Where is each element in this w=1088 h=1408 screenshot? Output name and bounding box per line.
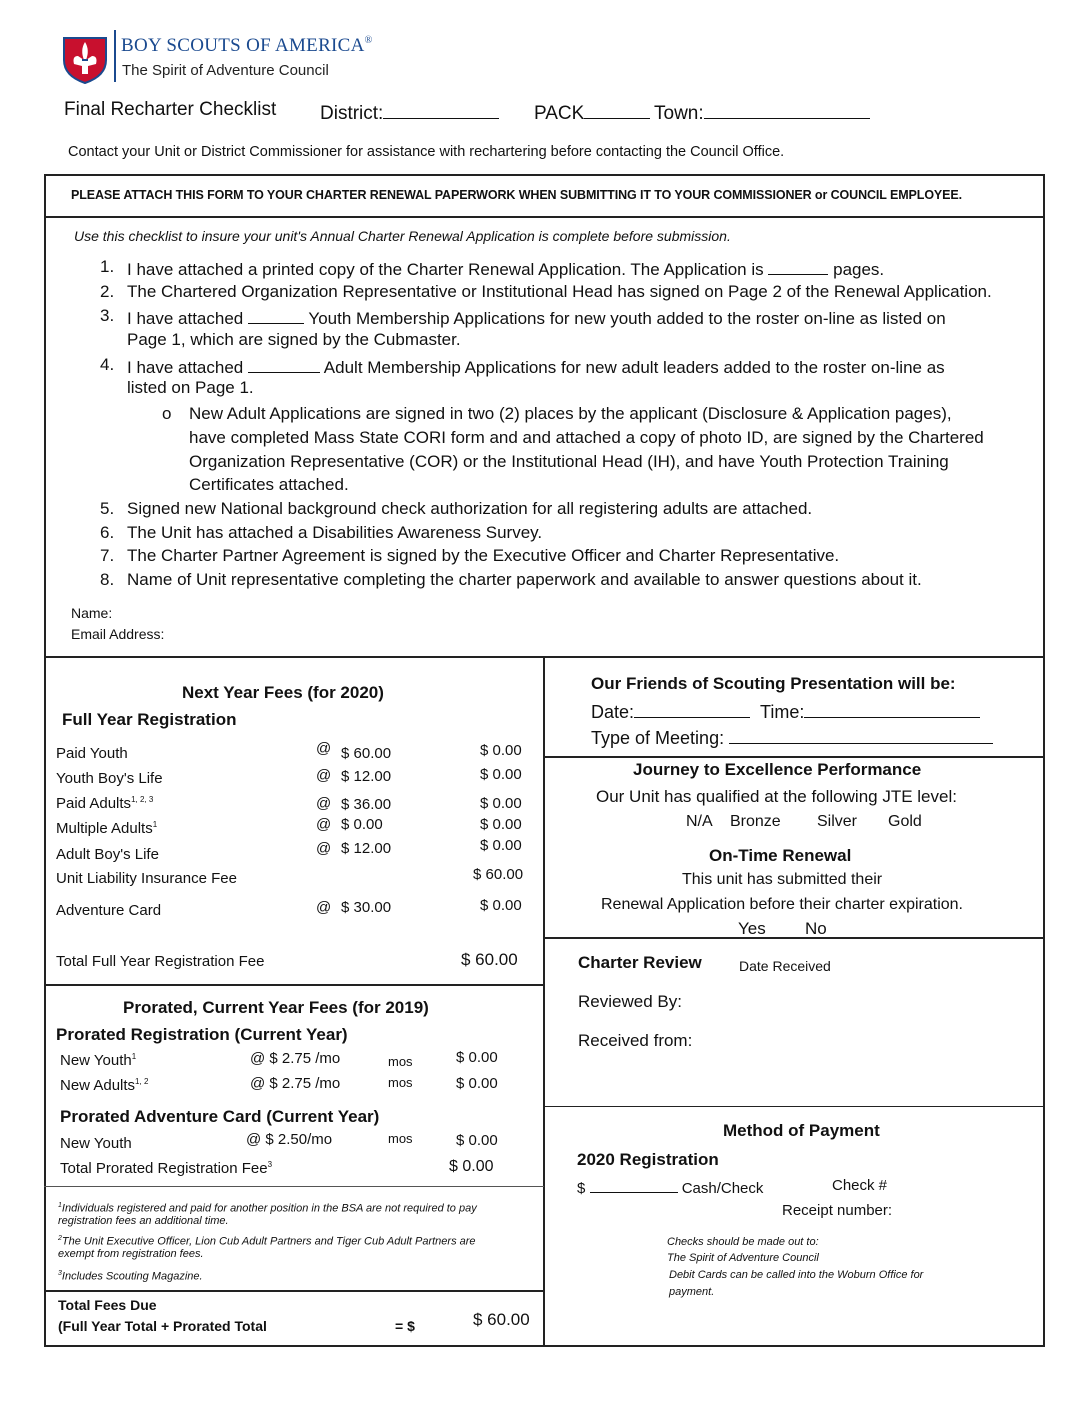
page-count-field[interactable] xyxy=(768,257,828,275)
prorated-total-value: $ 0.00 xyxy=(449,1158,494,1175)
jte-level-gold[interactable]: Gold xyxy=(888,813,922,830)
payment-note-3: Debit Cards can be called into the Woburn Office for xyxy=(669,1269,924,1281)
contact-note: Contact your Unit or District Commissioner for assistance with rechartering before contacting the Council Office. xyxy=(68,144,785,160)
fos-meeting-field[interactable]: Type of Meeting: xyxy=(591,725,993,749)
fee-label: Paid Adults$^{1, 2, 3}$ xyxy=(56,795,154,812)
header-divider xyxy=(114,30,116,82)
mos-label: mos xyxy=(388,1131,413,1146)
jte-text: Our Unit has qualified at the following JTE level: xyxy=(596,787,957,806)
full-year-total-label: Total Full Year Registration Fee xyxy=(56,953,265,970)
next-year-title: Next Year Fees (for 2020) xyxy=(182,683,384,702)
ontime-title: On-Time Renewal xyxy=(709,846,852,865)
email-field[interactable]: Email Address: xyxy=(71,626,165,642)
bsa-logo xyxy=(60,30,110,84)
fos-time-field[interactable]: Time: xyxy=(760,699,980,723)
prorated-title: Prorated, Current Year Fees (for 2019) xyxy=(123,998,429,1017)
prorated-rate: @ $ 2.50/mo xyxy=(246,1131,333,1148)
fee-rate: $ 12.00 xyxy=(341,840,392,857)
payment-title: Method of Payment xyxy=(723,1121,880,1140)
pack-field[interactable]: PACK xyxy=(534,99,650,125)
payment-note-1: Checks should be made out to: xyxy=(667,1236,819,1248)
sub-item-text: Organization Representative (COR) or the Institutional Head (IH), and have Youth Protection Training xyxy=(189,452,949,471)
fee-rate: $ 60.00 xyxy=(341,745,392,762)
total-due-label: Total Fees Due xyxy=(58,1297,157,1313)
fee-label: Adventure Card xyxy=(56,902,162,919)
ontime-text-2: Renewal Application before their charter expiration. xyxy=(601,896,963,913)
total-due-sublabel: (Full Year Total + Prorated Total xyxy=(58,1318,267,1334)
fos-title: Our Friends of Scouting Presentation will be: xyxy=(591,674,956,693)
name-field[interactable]: Name: xyxy=(71,605,113,621)
fee-label: Unit Liability Insurance Fee xyxy=(56,870,237,887)
list-item: 6. xyxy=(100,523,115,542)
full-year-subtitle: Full Year Registration xyxy=(62,710,237,729)
jte-title: Journey to Excellence Performance xyxy=(633,760,922,779)
town-field[interactable]: Town: xyxy=(654,99,870,125)
form-title: Final Recharter Checklist xyxy=(64,99,277,120)
mos-label: mos xyxy=(388,1075,413,1090)
prorated-total: $ 0.00 xyxy=(456,1132,498,1149)
intro-text: Use this checklist to insure your unit's Annual Charter Renewal Application is complete before submission. xyxy=(74,228,731,244)
adventure-subtitle: Prorated Adventure Card (Current Year) xyxy=(60,1107,380,1126)
council-name: The Spirit of Adventure Council xyxy=(122,62,329,79)
at-sign: @ xyxy=(316,899,332,916)
footnote-1: $^1$Individuals registered and paid for another position in the BSA are not required to pay registration fees an additional time. xyxy=(58,1202,477,1227)
prorated-label: New Youth xyxy=(60,1135,132,1152)
fee-rate: $ 30.00 xyxy=(341,899,392,916)
total-due-equals: = $ xyxy=(395,1318,415,1334)
right-divider-2 xyxy=(543,937,1045,939)
list-item-text: I have attached a printed copy of the Charter Renewal Application. The Application is pages. xyxy=(127,257,884,280)
list-item-text: Page 1, which are signed by the Cubmaster. xyxy=(127,330,461,349)
sub-item-text: Certificates attached. xyxy=(189,475,349,494)
prorated-total-label: Total Prorated Registration Fee$^3$ xyxy=(60,1160,273,1177)
jte-level-na[interactable]: N/A xyxy=(686,813,713,830)
bullet-icon: o xyxy=(162,404,172,423)
payment-subtitle: 2020 Registration xyxy=(577,1150,719,1169)
at-sign: @ xyxy=(316,767,332,784)
prorated-rate: @ $ 2.75 /mo xyxy=(250,1075,341,1092)
prorated-total: $ 0.00 xyxy=(456,1049,498,1066)
bottom-border xyxy=(44,1345,1045,1347)
fee-total: $ 0.00 xyxy=(480,795,522,812)
fee-label: Youth Boy's Life xyxy=(56,770,163,787)
fee-label: Multiple Adults$^1$ xyxy=(56,820,158,837)
right-divider-1 xyxy=(543,756,1045,758)
fee-total: $ 0.00 xyxy=(480,816,522,833)
fee-rate: $ 0.00 xyxy=(341,816,383,833)
left-divider-2 xyxy=(44,1290,544,1292)
sub-item-text: New Adult Applications are signed in two (2) places by the applicant (Disclosure & Application pages), xyxy=(189,404,952,423)
list-item: 3. xyxy=(100,306,115,325)
center-divider xyxy=(543,657,545,1347)
list-item-text: The Chartered Organization Representative or Institutional Head has signed on Page 2 of the Renewal Application. xyxy=(127,282,992,301)
fee-rate: $ 36.00 xyxy=(341,796,392,813)
org-name: BOY SCOUTS OF AMERICA® xyxy=(121,35,373,56)
review-title: Charter Review xyxy=(578,953,702,972)
fos-date-field[interactable]: Date: xyxy=(591,699,750,723)
mos-label: mos xyxy=(388,1054,413,1069)
list-item-text: listed on Page 1. xyxy=(127,378,254,397)
check-number-field[interactable]: Check # xyxy=(832,1177,888,1194)
ontime-text-1: This unit has submitted their xyxy=(682,871,883,888)
list-item-text: The Unit has attached a Disabilities Awareness Survey. xyxy=(127,523,543,542)
total-due-value: $ 60.00 xyxy=(473,1310,530,1329)
jte-level-bronze[interactable]: Bronze xyxy=(730,813,781,830)
district-field[interactable]: District: xyxy=(320,99,499,125)
footnote-3: $^3$Includes Scouting Magazine. xyxy=(58,1270,203,1283)
payment-note-2: The Spirit of Adventure Council xyxy=(667,1252,819,1264)
sub-item-text: have completed Mass State CORI form and and attached a copy of photo ID, are signed by the Chartered xyxy=(189,428,984,447)
prorated-total: $ 0.00 xyxy=(456,1075,498,1092)
ontime-no[interactable]: No xyxy=(805,919,827,938)
receipt-number-field[interactable]: Receipt number: xyxy=(782,1202,893,1219)
fleur-de-lis-icon xyxy=(60,30,110,84)
adult-count-field[interactable] xyxy=(248,355,320,373)
at-sign: @ xyxy=(316,840,332,857)
received-from-field[interactable]: Received from: xyxy=(578,1031,693,1050)
fee-total: $ 0.00 xyxy=(480,742,522,759)
fee-label: Paid Youth xyxy=(56,745,128,762)
payment-amount-field[interactable]: $ Cash/Check xyxy=(577,1177,763,1197)
fee-rate: $ 12.00 xyxy=(341,768,392,785)
prorated-rate: @ $ 2.75 /mo xyxy=(250,1050,341,1067)
list-item-text: The Charter Partner Agreement is signed by the Executive Officer and Charter Representative. xyxy=(127,546,840,565)
payment-note-4: payment. xyxy=(669,1286,715,1298)
fee-label: Adult Boy's Life xyxy=(56,846,159,863)
at-sign: @ xyxy=(316,795,332,812)
prorated-label: New Youth$^1$ xyxy=(60,1052,137,1069)
prorated-label: New Adults$^{1, 2}$ xyxy=(60,1077,149,1094)
footnote-2: $^2$The Unit Executive Officer, Lion Cub Adult Partners and Tiger Cub Adult Partners are exempt from registration fees. xyxy=(58,1235,476,1260)
banner-divider xyxy=(44,216,1045,218)
at-sign: @ xyxy=(316,816,332,833)
list-item: 1. xyxy=(100,257,115,276)
prorated-subtitle: Prorated Registration (Current Year) xyxy=(56,1025,348,1044)
ontime-yes[interactable]: Yes xyxy=(738,919,766,938)
date-received-label: Date Received xyxy=(739,958,831,974)
right-divider-3 xyxy=(543,1106,1045,1107)
list-item: 5. xyxy=(100,499,115,518)
youth-count-field[interactable] xyxy=(248,306,304,324)
list-item: 2. xyxy=(100,282,115,301)
jte-level-silver[interactable]: Silver xyxy=(817,813,858,830)
fee-total: $ 0.00 xyxy=(480,837,522,854)
full-year-total-value: $ 60.00 xyxy=(461,950,518,969)
list-item-text: Name of Unit representative completing the charter paperwork and available to answer questions about it. xyxy=(127,570,922,589)
reviewed-by-field[interactable]: Reviewed By: xyxy=(578,992,682,1011)
list-item: 7. xyxy=(100,546,115,565)
right-border xyxy=(1043,657,1045,1347)
list-item-text: I have attached Youth Membership Applications for new youth added to the roster on-line as listed on xyxy=(127,306,946,329)
left-border xyxy=(44,657,46,1347)
fee-total: $ 0.00 xyxy=(480,766,522,783)
banner-text: PLEASE ATTACH THIS FORM TO YOUR CHARTER RENEWAL PAPERWORK WHEN SUBMITTING IT TO YOUR COMMISSIONER or COUNCIL EMPLOYEE. xyxy=(71,188,963,202)
list-item: 4. xyxy=(100,355,115,374)
at-sign: @ xyxy=(316,740,332,757)
fee-total: $ 0.00 xyxy=(480,897,522,914)
footnote-divider xyxy=(44,1186,544,1187)
fee-total: $ 60.00 xyxy=(473,866,524,883)
list-item: 8. xyxy=(100,570,115,589)
left-divider-1 xyxy=(44,984,544,986)
list-item-text: I have attached Adult Membership Applications for new adult leaders added to the roster on-line as xyxy=(127,355,945,378)
list-item-text: Signed new National background check authorization for all registering adults are attached. xyxy=(127,499,813,518)
